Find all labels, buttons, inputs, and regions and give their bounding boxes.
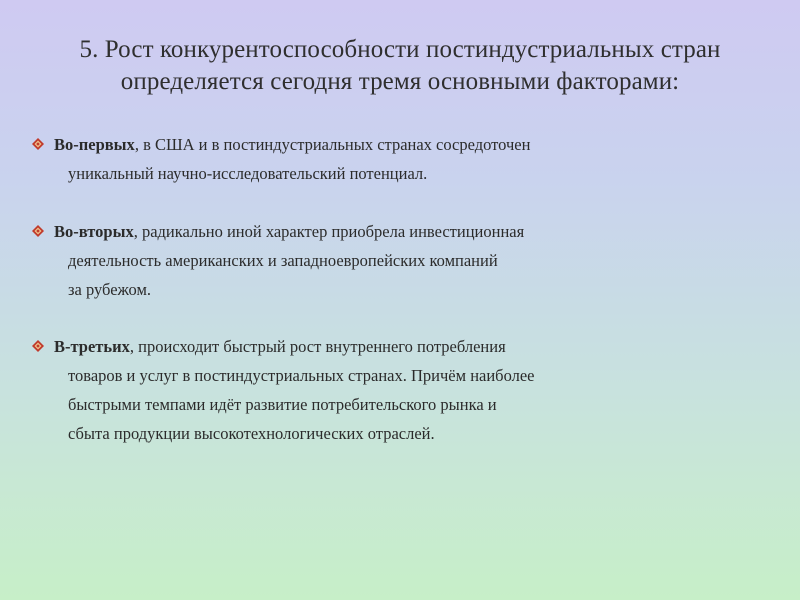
bullet-lead: В-третьих: [54, 337, 130, 356]
bullet-line: за рубежом.: [68, 280, 152, 299]
bullet-line: быстрыми темпами идёт развитие потребительского рынка и: [68, 395, 497, 414]
bullet-text: , радикально иной характер приобрела инвестиционная: [133, 222, 525, 241]
bullet-line: сбыта продукции высокотехнологических отраслей.: [68, 424, 435, 443]
bullet-item-second: [28, 217, 768, 304]
slide-title-line-2: определяется сегодня тремя основными факторами:: [120, 68, 680, 95]
bullet-lead: Во-первых: [54, 135, 135, 154]
bullet-line: товаров и услуг в постиндустриальных странах. Причём наиболее: [68, 366, 535, 385]
bullet-text: , в США и в постиндустриальных странах сосредоточен: [134, 135, 531, 154]
ornamental-diamond-icon: [32, 138, 44, 150]
bullet-line: [28, 332, 768, 361]
bullet-item-first: [28, 130, 768, 188]
bullet-line: [28, 217, 768, 246]
bullet-text: , происходит быстрый рост внутреннего потребления: [129, 337, 506, 356]
bullet-line: деятельность американских и западноевропейских компаний: [68, 251, 498, 270]
bullet-line: уникальный научно-исследовательский потенциал.: [68, 164, 428, 183]
bullet-item-third: [28, 332, 768, 448]
bullet-line: [28, 130, 768, 159]
bullet-lead: Во-вторых: [54, 222, 134, 241]
ornamental-diamond-icon: [32, 225, 44, 237]
ornamental-diamond-icon: [32, 340, 44, 352]
slide-title: [40, 34, 760, 98]
slide-title-line-1: 5. Рост конкурентоспособности постиндустриальных стран: [79, 36, 721, 63]
